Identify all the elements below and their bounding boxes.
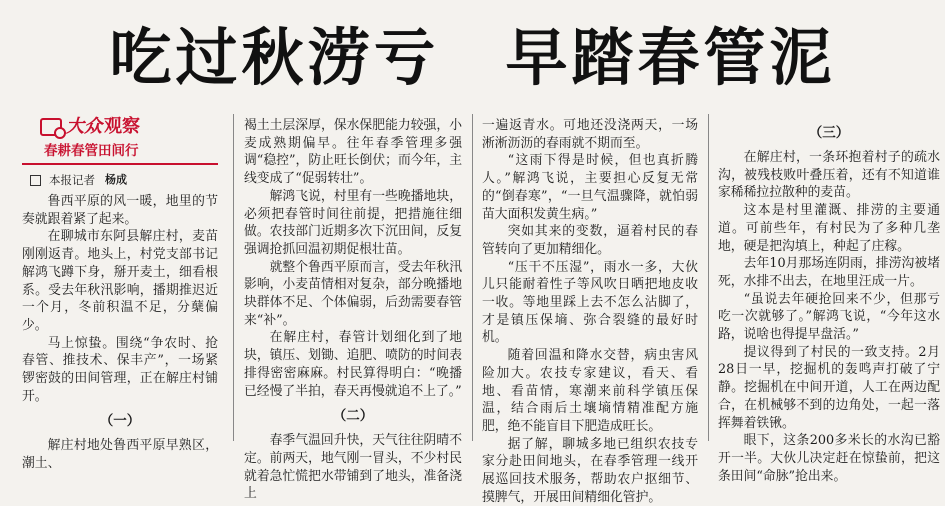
paragraph: 随着回温和降水交替，病虫害风险加大。农技专家建议，看天、看地、看苗情，寒潮来前科学镇压保温，结合雨后土壤墒情精准配方施肥，绝不能盲目下肥造成旺长。: [482, 348, 698, 434]
column-divider: [233, 114, 234, 441]
paragraph: 在解庄村，春管计划细化到了地块，镇压、划锄、追肥、喷防的时间表排得密密麻麻。村民算得明白：“晚播已经慢了半拍，春天再慢就追不上了。”: [244, 330, 462, 399]
paragraph: “虽说去年硬抢回来不少，但那亏吃一次就够了。”解鸿飞说，“今年这水路，说啥也得提早盘活。”: [718, 291, 940, 343]
paragraph: 眼下，这条200多米长的水沟已豁开一半。大伙儿决定赶在惊蛰前，把这条田间“命脉”抢出来。: [718, 433, 940, 484]
paragraph: 据了解，聊城多地已组织农技专家分赴田间地头，在春季管理一线开展巡回技术服务，帮助农户抠细节、摸脾气，开展田间精细化管护。: [482, 436, 698, 505]
brand-name: 大众: [66, 116, 102, 138]
byline: [22, 171, 218, 189]
paragraph: 褐土土层深厚，保水保肥能力较强，小麦成熟期偏早。往年春季管理多强调“稳控”，防止旺长倒伏；而今年，主线变成了“促弱转壮”。: [244, 118, 462, 187]
paragraph: 鲁西平原的风一暖，地里的节奏就跟着紧了起来。: [22, 194, 218, 227]
red-divider: [22, 163, 218, 165]
column-4: [718, 117, 940, 484]
paragraph: 就整个鲁西平原而言，受去年秋汛影响，小麦苗情相对复杂，部分晚播地块群体不足、个体偏弱，后劲需要春管来“补”。: [244, 259, 462, 328]
column-subtitle: 春耕春管田间行: [44, 143, 139, 159]
paragraph: 解鸿飞说，村里有一些晚播地块，必须把春管时间往前提，把措施往细做。农技部门近期多次下沉田间，反复强调抢抓回温初期促根壮苗。: [244, 188, 462, 257]
paragraph: 马上惊蛰。围绕“争农时、抢春管、推技术、保丰产”，一场紧锣密鼓的田间管理，正在解庄村铺开。: [22, 335, 218, 404]
column-1: [22, 112, 218, 472]
section-heading-1: （一）: [99, 413, 141, 430]
column-3: [482, 117, 698, 505]
section-heading-2: （二）: [332, 408, 374, 425]
paragraph: “压干不压湿”，雨水一多，大伙儿只能耐着性子等风吹日晒把地皮收一收。等地里踩上去不怎么沾脚了，才是镇压保墒、弥合裂缝的最好时机。: [482, 259, 698, 346]
column-divider: [472, 114, 473, 441]
paragraph: 在聊城市东阿县解庄村，麦苗刚刚返青。地头上，村党支部书记解鸿飞蹲下身，掰开麦土，细看根系。受去年秋汛影响，播期推迟近一个月，冬前积温不足，分蘖偏少。: [22, 229, 218, 333]
paragraph: 这本是村里灌溉、排涝的主要通道。可前些年，有村民为了多种几垄地，硬是把沟填上，种起了庄稼。: [718, 203, 940, 254]
byline-label: 本报记者: [49, 173, 95, 187]
byline-name: 杨成: [105, 173, 127, 186]
headline: 吃过秋涝亏 早踏春管泥: [109, 21, 836, 94]
paragraph: 提议得到了村民的一致支持。2月28日一早，挖掘机的轰鸣声打破了宁静。挖掘机在中间开道，人工在两边配合，在机械够不到的边角处，一起一落挥舞着铁锹。: [718, 344, 940, 431]
paragraph: 突如其来的变数，逼着村民的春管转向了更加精细化。: [482, 224, 698, 257]
paragraph: 在解庄村，一条环抱着村子的疏水沟，被残枝败叶叠压着，还有不知道谁家稀稀拉拉散种的麦苗。: [718, 150, 940, 201]
paragraph: 一遍返青水。可地还没浇两天，一场淅淅沥沥的春雨就不期而至。: [482, 118, 698, 151]
paragraph: “这雨下得是时候，但也真折腾人。”解鸿飞说，主要担心反复无常的“倒春寒”，“一旦气温骤降，就怕弱苗大面积发黄生病。”: [482, 153, 698, 222]
magnifier-logo-icon: [40, 118, 62, 136]
paragraph: 去年10月那场连阴雨，排涝沟被堵死，水排不出去，在地里汪成一片。: [718, 256, 940, 289]
paragraph: 解庄村地处鲁西平原早熟区，潮土、: [22, 438, 218, 472]
column-brand: [40, 112, 218, 142]
column-2: [244, 117, 462, 502]
section-heading-3: （三）: [808, 125, 850, 141]
column-divider: [708, 114, 709, 441]
square-box-icon: [30, 175, 41, 186]
brand-name-suffix: 观察: [104, 116, 140, 138]
paragraph: 春季气温回升快，天气往往阴晴不定。前两天，地气刚一冒头，不少村民就着急忙慌把水带铺到了地头，准备浇上: [244, 433, 462, 502]
